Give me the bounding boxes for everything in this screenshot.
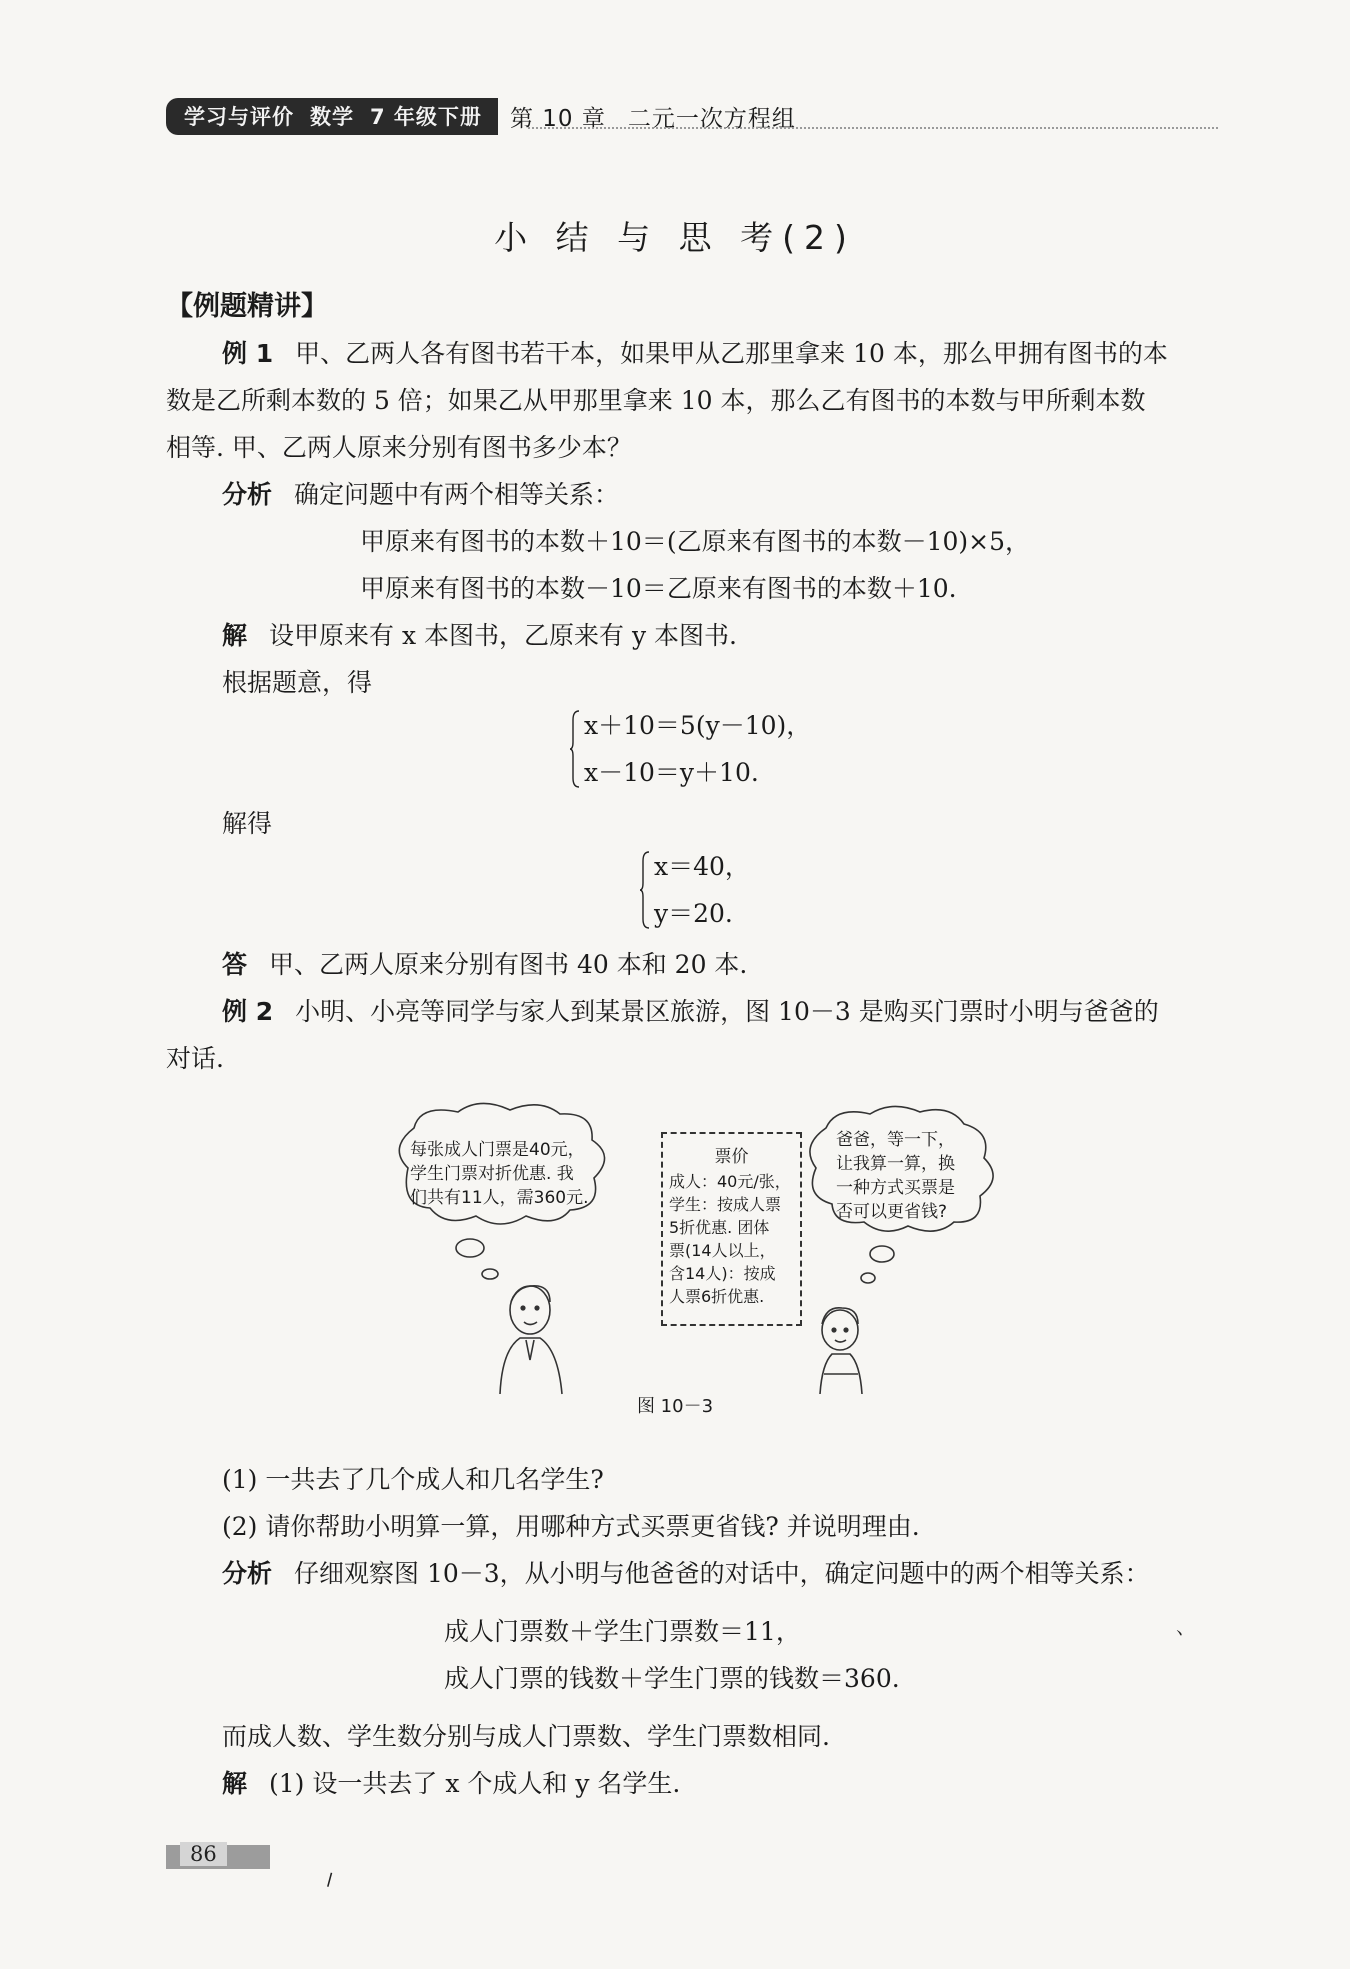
ex2-relation-1: 成人门票数＋学生门票数＝11， xyxy=(444,1617,801,1646)
analysis-text: 确定问题中有两个相等关系： xyxy=(294,480,620,509)
son-bubble-line: 爸爸，等一下， xyxy=(836,1130,955,1150)
ex2-line-1 xyxy=(222,992,1159,1028)
ex1-by-meaning: 根据题意，得 xyxy=(222,668,373,697)
ex1-text-3: 相等. 甲、乙两人原来分别有图书多少本？ xyxy=(166,433,632,462)
notice-line: 5折优惠. 团体 xyxy=(669,1218,770,1237)
notice-body xyxy=(669,1170,791,1308)
ex2-solution xyxy=(222,1764,680,1800)
ex1-text-1: 甲、乙两人各有图书若干本，如果甲从乙那里拿来 10 本，那么甲拥有图书的本 xyxy=(295,339,1168,368)
answer-text: 甲、乙两人原来分别有图书 40 本和 20 本. xyxy=(269,950,748,979)
notice-line: 票(14人以上， xyxy=(669,1241,776,1260)
father-bubble-line: 学生门票对折优惠. 我 xyxy=(410,1164,574,1184)
ex2-question-2: (2) 请你帮助小明算一算，用哪种方式买票更省钱? 并说明理由. xyxy=(222,1512,920,1541)
notice-line: 人票6折优惠. xyxy=(669,1287,765,1306)
father-bubble-line: 每张成人门票是40元， xyxy=(410,1140,585,1160)
ex1-text-2: 数是乙所剩本数的 5 倍；如果乙从甲那里拿来 10 本，那么乙有图书的本数与甲所剩本数 xyxy=(166,386,1146,415)
equation-1b: x－10＝y＋10. xyxy=(584,758,759,787)
ex2-text-1: 小明、小亮等同学与家人到某景区旅游，图 10－3 是购买门票时小明与爸爸的 xyxy=(295,997,1159,1026)
series-grade: 7 年级下册 xyxy=(370,105,482,129)
pen-mark: ⸝ xyxy=(311,1855,342,1894)
notice-line: 学生：按成人票 xyxy=(669,1195,782,1214)
son-bubble-line: 否可以更省钱? xyxy=(836,1202,948,1222)
brace-icon xyxy=(570,710,580,788)
ink-dot: ､ xyxy=(1176,1615,1188,1640)
ex2-relation-2: 成人门票的钱数＋学生门票的钱数＝360. xyxy=(444,1664,900,1693)
chapter-number: 第 10 章 xyxy=(509,106,606,132)
figure-10-3 xyxy=(380,1098,1020,1398)
brace-icon xyxy=(640,851,650,929)
ex1-label: 例 1 xyxy=(222,339,274,368)
equation-2b: y＝20. xyxy=(654,899,733,928)
page-number: 86 xyxy=(180,1842,227,1866)
series-badge xyxy=(166,98,498,135)
notice-line: 成人：40元/张， xyxy=(669,1172,791,1191)
figure-caption: 图 10－3 xyxy=(636,1396,714,1417)
ex2-note: 而成人数、学生数分别与成人门票数、学生门票数相同. xyxy=(222,1722,830,1751)
father-figure xyxy=(500,1286,562,1394)
son-figure xyxy=(820,1308,862,1394)
ex2-question-1: (1) 一共去了几个成人和几名学生? xyxy=(222,1465,604,1494)
running-header xyxy=(166,98,796,135)
ex1-relation-1: 甲原来有图书的本数＋10＝(乙原来有图书的本数－10)×5， xyxy=(360,527,1030,556)
header-rule xyxy=(528,127,1218,129)
solution-text: (1) 设一共去了 x 个成人和 y 名学生. xyxy=(269,1769,681,1798)
ticket-price-notice xyxy=(661,1132,802,1326)
son-bubble xyxy=(836,1128,955,1224)
solution-text: 设甲原来有 x 本图书，乙原来有 y 本图书. xyxy=(269,621,737,650)
ex1-solution xyxy=(222,616,737,652)
ex1-answer xyxy=(222,945,747,981)
ex2-label: 例 2 xyxy=(222,997,274,1026)
ex1-solve-text: 解得 xyxy=(222,809,273,838)
analysis-label: 分析 xyxy=(222,1559,273,1588)
analysis-label: 分析 xyxy=(222,480,273,509)
solution-label: 解 xyxy=(222,621,248,650)
ex1-analysis xyxy=(222,475,619,511)
son-bubble-line: 让我算一算，换 xyxy=(836,1154,955,1174)
ex2-text-2: 对话. xyxy=(166,1044,224,1073)
ex2-analysis xyxy=(222,1554,1150,1590)
ex1-relation-2: 甲原来有图书的本数－10＝乙原来有图书的本数＋10. xyxy=(360,574,957,603)
answer-label: 答 xyxy=(222,950,248,979)
analysis-text: 仔细观察图 10－3，从小明与他爸爸的对话中，确定问题中的两个相等关系： xyxy=(294,1559,1150,1588)
son-bubble-line: 一种方式买票是 xyxy=(836,1178,955,1198)
equation-1a: x＋10＝5(y－10)， xyxy=(584,711,812,740)
series-book: 学习与评价 xyxy=(184,105,294,129)
series-subject: 数学 xyxy=(310,105,354,129)
ex1-line-1 xyxy=(222,334,1168,370)
chapter-title: 二元一次方程组 xyxy=(627,106,796,132)
notice-line: 含14人)：按成 xyxy=(669,1264,776,1283)
equation-2a: x＝40， xyxy=(654,852,750,881)
father-bubble-line: 们共有11人，需360元. xyxy=(410,1188,589,1208)
notice-title: 票价 xyxy=(714,1147,749,1167)
page-title: 小 结 与 思 考(2) xyxy=(494,218,856,257)
solution-label: 解 xyxy=(222,1769,248,1798)
section-heading: 【例题精讲】 xyxy=(166,291,328,322)
father-bubble xyxy=(410,1138,588,1210)
